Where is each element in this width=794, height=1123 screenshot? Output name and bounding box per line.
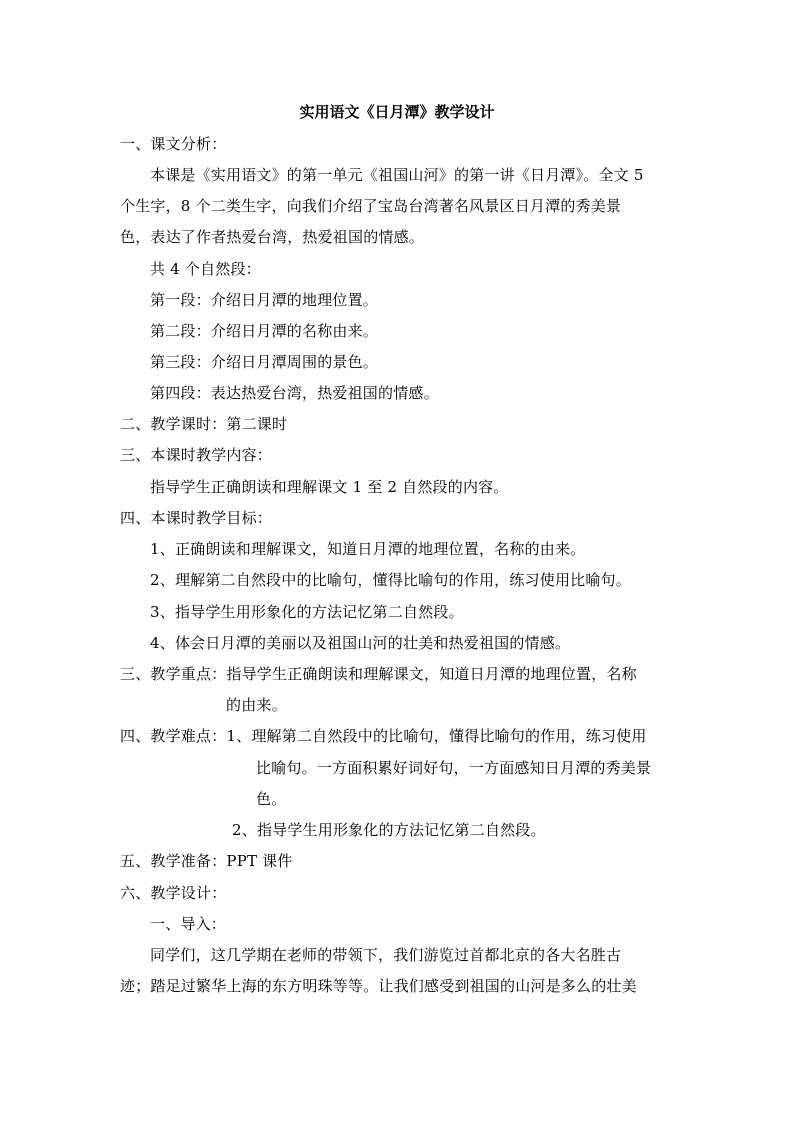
section-heading-objectives: 四、本课时教学目标： — [120, 509, 273, 527]
section-heading-difficulties: 四、教学难点：1、理解第二自然段中的比喻句，懂得比喻句的作用，练习使用 — [120, 727, 647, 745]
document-title: 实用语文《日月潭》教学设计 — [299, 103, 495, 121]
section-heading-design: 六、教学设计： — [120, 884, 227, 902]
section-heading-text-analysis: 一、课文分析： — [120, 135, 227, 153]
paragraph-line: 色。 — [256, 790, 287, 808]
list-item: 第一段：介绍日月潭的地理位置。 — [150, 291, 379, 309]
paragraph-line: 同学们，这几学期在老师的带领下，我们游览过首都北京的各大名胜古 — [150, 946, 622, 964]
paragraph-line: 比喻句。一方面积累好词好句，一方面感知日月潭的秀美景 — [256, 759, 652, 777]
paragraph-line: 共 4 个自然段： — [150, 260, 261, 278]
section-heading-content: 三、本课时教学内容： — [120, 446, 273, 464]
paragraph-line: 本课是《实用语文》的第一单元《祖国山河》的第一讲《日月潭》。全文 5 — [150, 166, 644, 184]
list-item: 3、指导学生用形象化的方法记忆第二自然段。 — [150, 603, 464, 621]
section-heading-key-points: 三、教学重点：指导学生正确朗读和理解课文，知道日月潭的地理位置，名称 — [120, 665, 637, 683]
list-item: 第二段：介绍日月潭的名称由来。 — [150, 322, 379, 340]
subsection-heading-intro: 一、导入： — [150, 915, 227, 933]
paragraph-line: 的由来。 — [226, 696, 287, 714]
paragraph-line: 指导学生正确朗读和理解课文 1 至 2 自然段的内容。 — [150, 478, 509, 496]
list-item: 第三段：介绍日月潭周围的景色。 — [150, 353, 379, 371]
list-item: 第四段：表达热爱台湾，热爱祖国的情感。 — [150, 384, 439, 402]
list-item: 2、指导学生用形象化的方法记忆第二自然段。 — [232, 821, 546, 839]
paragraph-line: 个生字，8 个二类生字，向我们介绍了宝岛台湾著名风景区日月潭的秀美景 — [120, 197, 622, 215]
paragraph-line: 色，表达了作者热爱台湾，热爱祖国的情感。 — [120, 228, 425, 246]
section-heading-class-hours: 二、教学课时：第二课时 — [120, 415, 288, 433]
section-heading-preparation: 五、教学准备：PPT 课件 — [120, 852, 293, 870]
list-item: 4、体会日月潭的美丽以及祖国山河的壮美和热爱祖国的情感。 — [150, 634, 571, 652]
paragraph-line: 迹；踏足过繁华上海的东方明珠等等。让我们感受到祖国的山河是多么的壮美 — [120, 977, 637, 995]
list-item: 2、理解第二自然段中的比喻句，懂得比喻句的作用，练习使用比喻句。 — [150, 571, 631, 589]
list-item: 1、正确朗读和理解课文，知道日月潭的地理位置，名称的由来。 — [150, 540, 586, 558]
